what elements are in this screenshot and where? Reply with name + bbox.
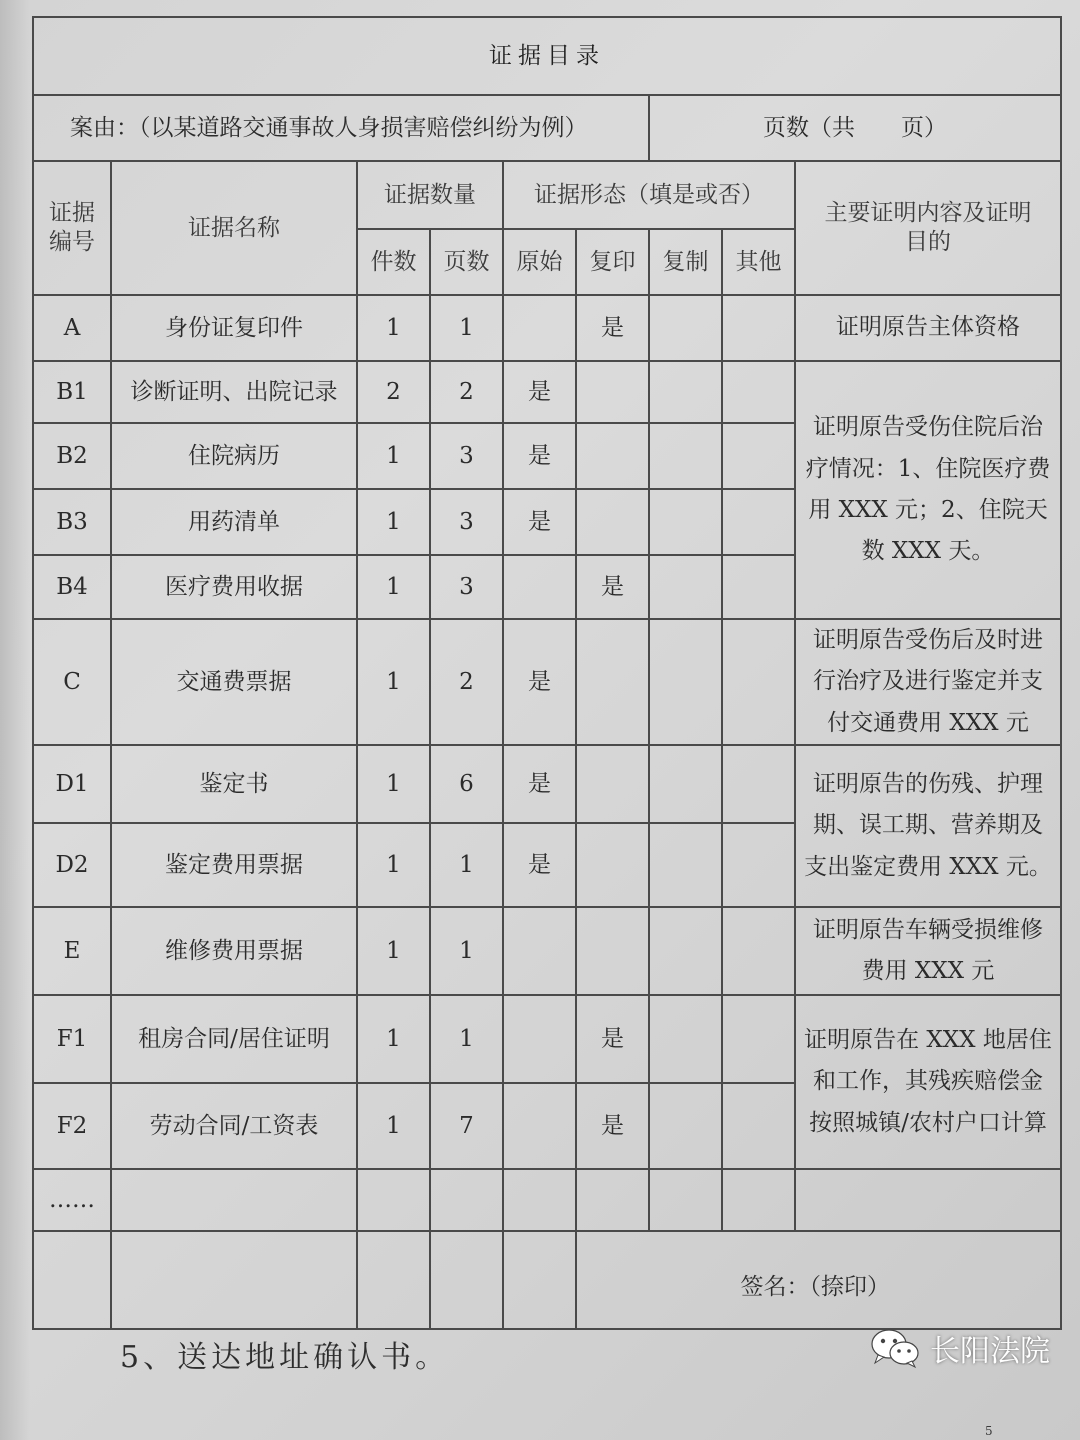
form-photocopy bbox=[576, 619, 649, 745]
wechat-icon bbox=[870, 1327, 920, 1369]
brand-name: 长阳法院 bbox=[930, 1334, 1050, 1369]
empty-cell bbox=[576, 1169, 649, 1231]
evidence-id: B3 bbox=[33, 489, 111, 555]
document-title: 证据目录 bbox=[33, 17, 1061, 95]
empty-cell bbox=[430, 1169, 503, 1231]
form-other bbox=[722, 489, 795, 555]
purpose-d: 证明原告的伤残、护理期、误工期、营养期及支出鉴定费用 XXX 元。 bbox=[795, 745, 1061, 907]
form-original bbox=[503, 1083, 576, 1169]
purpose-f: 证明原告在 XXX 地居住和工作，其残疾赔偿金按照城镇/农村户口计算 bbox=[795, 995, 1061, 1169]
evidence-id: E bbox=[33, 907, 111, 995]
purpose-b: 证明原告受伤住院后治疗情况：1、住院医疗费用 XXX 元；2、住院天数 XXX 天。 bbox=[795, 361, 1061, 619]
evidence-name: 用药清单 bbox=[111, 489, 357, 555]
evidence-name: 劳动合同/工资表 bbox=[111, 1083, 357, 1169]
signature-label: 签名：（捺印） bbox=[576, 1231, 1061, 1329]
evidence-pages: 3 bbox=[430, 555, 503, 619]
form-duplicate bbox=[649, 995, 722, 1083]
form-other bbox=[722, 619, 795, 745]
evidence-name: 身份证复印件 bbox=[111, 295, 357, 361]
form-original: 是 bbox=[503, 423, 576, 489]
purpose-e: 证明原告车辆受损维修费用 XXX 元 bbox=[795, 907, 1061, 995]
form-photocopy: 是 bbox=[576, 1083, 649, 1169]
empty-cell bbox=[722, 1169, 795, 1231]
evidence-count: 1 bbox=[357, 1083, 430, 1169]
purpose-c: 证明原告受伤后及时进行治疗及进行鉴定并支付交通费用 XXX 元 bbox=[795, 619, 1061, 745]
evidence-id: C bbox=[33, 619, 111, 745]
footer-note: 5、送达地址确认书。 bbox=[120, 1340, 450, 1375]
total-pages: 页数（共 页） bbox=[649, 95, 1061, 161]
evidence-name: 鉴定费用票据 bbox=[111, 823, 357, 907]
form-original: 是 bbox=[503, 361, 576, 423]
form-other bbox=[722, 745, 795, 823]
evidence-name: 交通费票据 bbox=[111, 619, 357, 745]
form-photocopy bbox=[576, 907, 649, 995]
form-photocopy: 是 bbox=[576, 555, 649, 619]
evidence-id: B2 bbox=[33, 423, 111, 489]
evidence-pages: 7 bbox=[430, 1083, 503, 1169]
table-row bbox=[33, 907, 1061, 995]
evidence-id: F1 bbox=[33, 995, 111, 1083]
evidence-id: A bbox=[33, 295, 111, 361]
form-original: 是 bbox=[503, 823, 576, 907]
header-form: 证据形态（填是或否） bbox=[503, 161, 795, 229]
brand-watermark bbox=[870, 1326, 1050, 1370]
evidence-id: D2 bbox=[33, 823, 111, 907]
form-other bbox=[722, 823, 795, 907]
empty-cell bbox=[503, 1231, 576, 1329]
empty-cell bbox=[357, 1169, 430, 1231]
evidence-pages: 3 bbox=[430, 423, 503, 489]
evidence-id: D1 bbox=[33, 745, 111, 823]
evidence-id: F2 bbox=[33, 1083, 111, 1169]
empty-cell bbox=[33, 1231, 111, 1329]
evidence-count: 1 bbox=[357, 555, 430, 619]
form-original: 是 bbox=[503, 489, 576, 555]
empty-cell bbox=[649, 1169, 722, 1231]
form-other bbox=[722, 907, 795, 995]
evidence-pages: 1 bbox=[430, 907, 503, 995]
header-original: 原始 bbox=[503, 229, 576, 295]
evidence-name: 维修费用票据 bbox=[111, 907, 357, 995]
table-row bbox=[33, 619, 1061, 745]
empty-cell bbox=[795, 1169, 1061, 1231]
evidence-pages: 1 bbox=[430, 995, 503, 1083]
ellipsis-cell: …… bbox=[33, 1169, 111, 1231]
empty-cell bbox=[357, 1231, 430, 1329]
header-duplicate: 复制 bbox=[649, 229, 722, 295]
form-duplicate bbox=[649, 1083, 722, 1169]
form-duplicate bbox=[649, 555, 722, 619]
form-photocopy bbox=[576, 361, 649, 423]
header-quantity: 证据数量 bbox=[357, 161, 503, 229]
form-photocopy: 是 bbox=[576, 995, 649, 1083]
header-evidence-no: 证据编号 bbox=[33, 161, 111, 295]
form-duplicate bbox=[649, 295, 722, 361]
evidence-pages: 2 bbox=[430, 619, 503, 745]
evidence-name: 诊断证明、出院记录 bbox=[111, 361, 357, 423]
evidence-name: 住院病历 bbox=[111, 423, 357, 489]
evidence-count: 1 bbox=[357, 995, 430, 1083]
evidence-pages: 2 bbox=[430, 361, 503, 423]
form-other bbox=[722, 361, 795, 423]
form-photocopy bbox=[576, 423, 649, 489]
form-other bbox=[722, 423, 795, 489]
evidence-count: 2 bbox=[357, 361, 430, 423]
form-photocopy bbox=[576, 745, 649, 823]
evidence-id: B4 bbox=[33, 555, 111, 619]
form-duplicate bbox=[649, 745, 722, 823]
evidence-name: 鉴定书 bbox=[111, 745, 357, 823]
form-other bbox=[722, 555, 795, 619]
table-row bbox=[33, 995, 1061, 1083]
form-photocopy bbox=[576, 489, 649, 555]
empty-cell bbox=[503, 1169, 576, 1231]
evidence-count: 1 bbox=[357, 619, 430, 745]
evidence-pages: 1 bbox=[430, 823, 503, 907]
empty-cell bbox=[111, 1169, 357, 1231]
purpose-a: 证明原告主体资格 bbox=[795, 295, 1061, 361]
evidence-count: 1 bbox=[357, 823, 430, 907]
form-duplicate bbox=[649, 619, 722, 745]
case-cause: 案由：（以某道路交通事故人身损害赔偿纠纷为例） bbox=[33, 95, 649, 161]
table-row bbox=[33, 1169, 1061, 1231]
evidence-table bbox=[32, 16, 1062, 1330]
form-original bbox=[503, 995, 576, 1083]
table-row bbox=[33, 361, 1061, 423]
header-photocopy: 复印 bbox=[576, 229, 649, 295]
form-other bbox=[722, 1083, 795, 1169]
empty-cell bbox=[111, 1231, 357, 1329]
evidence-count: 1 bbox=[357, 295, 430, 361]
form-duplicate bbox=[649, 361, 722, 423]
form-duplicate bbox=[649, 423, 722, 489]
header-purpose: 主要证明内容及证明目的 bbox=[795, 161, 1061, 295]
empty-cell bbox=[430, 1231, 503, 1329]
header-pages: 页数 bbox=[430, 229, 503, 295]
form-duplicate bbox=[649, 489, 722, 555]
evidence-name: 医疗费用收据 bbox=[111, 555, 357, 619]
form-original bbox=[503, 295, 576, 361]
form-other bbox=[722, 295, 795, 361]
form-original: 是 bbox=[503, 745, 576, 823]
evidence-name: 租房合同/居住证明 bbox=[111, 995, 357, 1083]
form-original bbox=[503, 907, 576, 995]
header-evidence-name: 证据名称 bbox=[111, 161, 357, 295]
signature-row bbox=[33, 1231, 1061, 1329]
table-row bbox=[33, 295, 1061, 361]
evidence-count: 1 bbox=[357, 907, 430, 995]
evidence-count: 1 bbox=[357, 745, 430, 823]
evidence-count: 1 bbox=[357, 423, 430, 489]
form-original bbox=[503, 555, 576, 619]
form-photocopy: 是 bbox=[576, 295, 649, 361]
evidence-id: B1 bbox=[33, 361, 111, 423]
evidence-pages: 1 bbox=[430, 295, 503, 361]
evidence-count: 1 bbox=[357, 489, 430, 555]
evidence-pages: 3 bbox=[430, 489, 503, 555]
table-row bbox=[33, 745, 1061, 823]
header-other: 其他 bbox=[722, 229, 795, 295]
form-original: 是 bbox=[503, 619, 576, 745]
form-other bbox=[722, 995, 795, 1083]
header-copies: 件数 bbox=[357, 229, 430, 295]
form-photocopy bbox=[576, 823, 649, 907]
page-number: 5 bbox=[985, 1424, 993, 1438]
evidence-pages: 6 bbox=[430, 745, 503, 823]
form-duplicate bbox=[649, 823, 722, 907]
page-edge-shadow bbox=[0, 0, 30, 1440]
form-duplicate bbox=[649, 907, 722, 995]
